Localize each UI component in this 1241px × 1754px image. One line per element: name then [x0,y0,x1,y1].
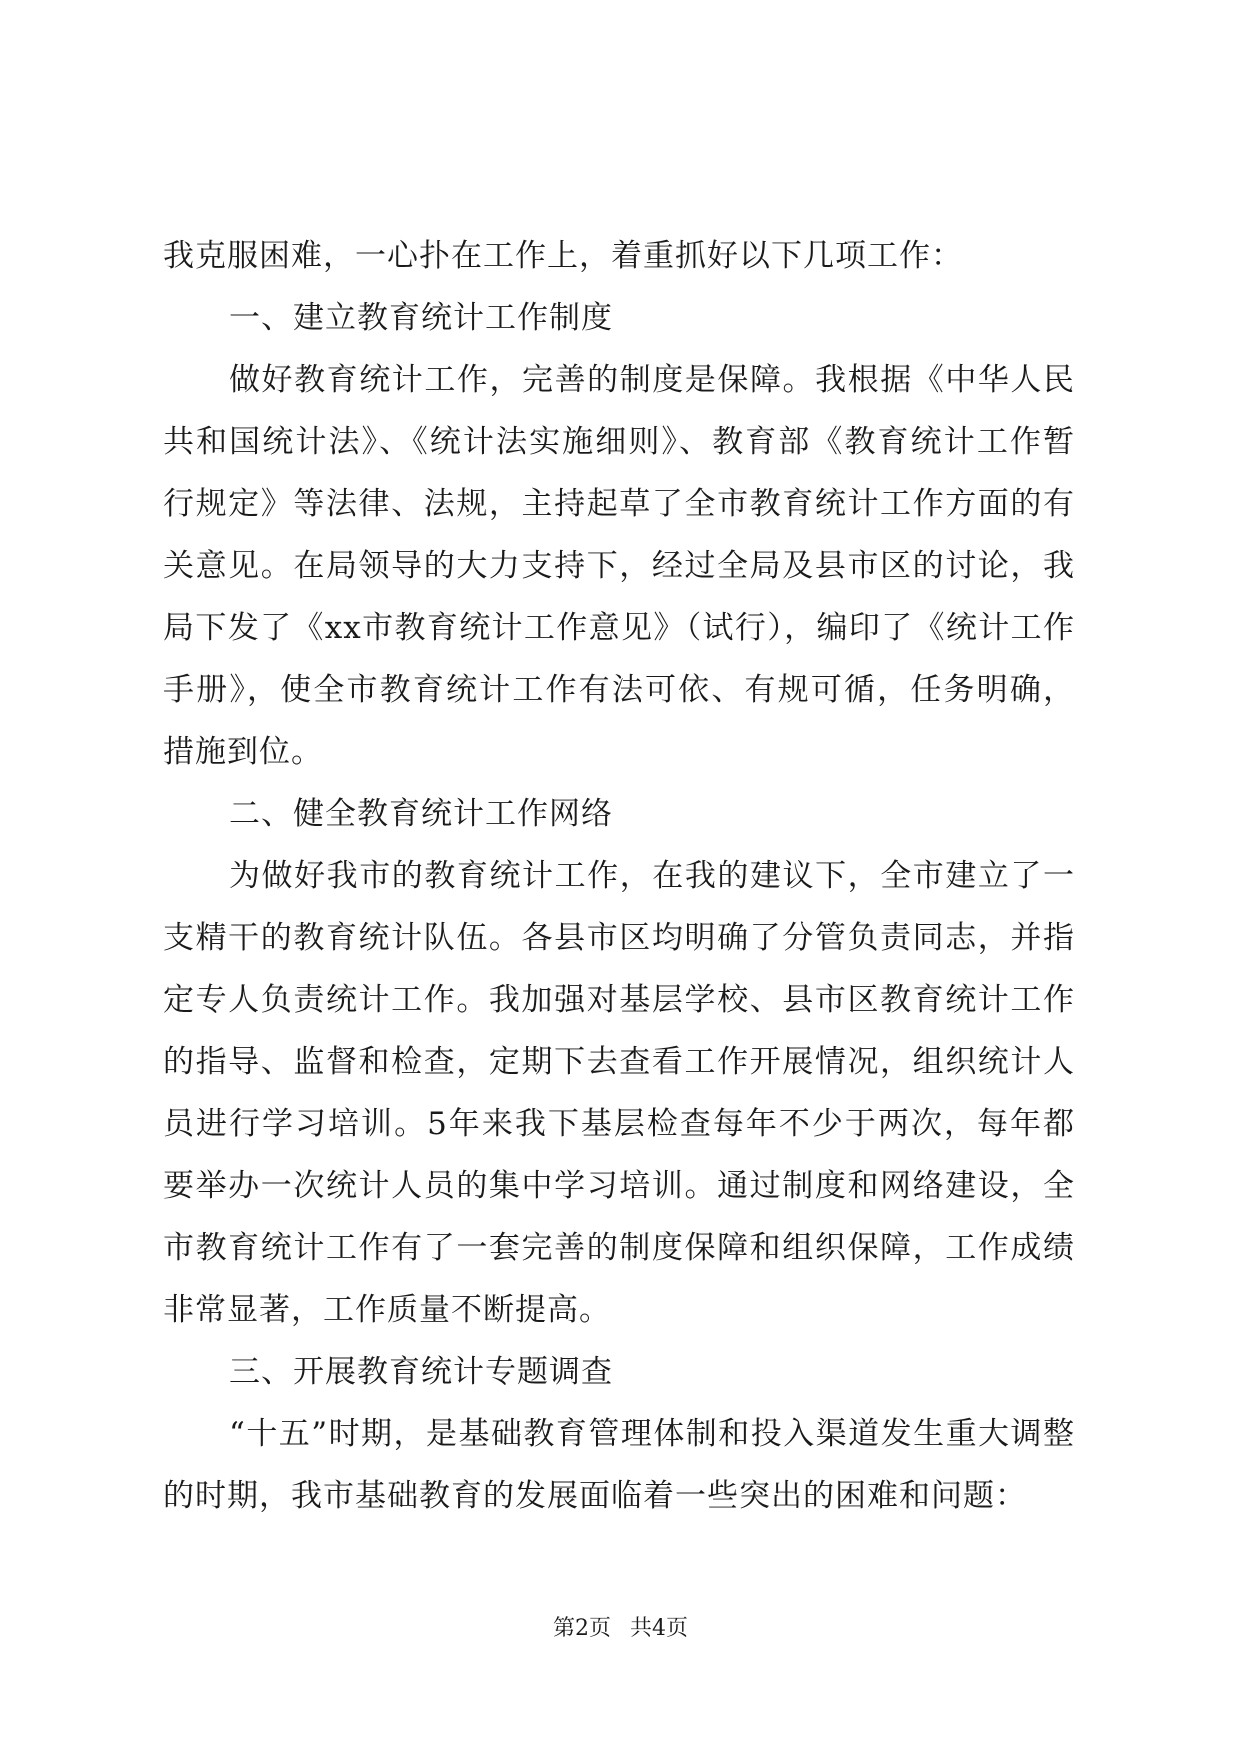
page-total: 共4页 [630,1616,688,1641]
paragraph-intro: 我克服困难，一心扑在工作上，着重抓好以下几项工作： [163,238,963,274]
document-body [163,225,1075,1527]
section-heading-2: 二、健全教育统计工作网络 [229,796,613,832]
paragraph-section-3: “十五”时期，是基础教育管理体制和投入渠道发生重大调整的时期，我市基础教育的发展面临着一些突出的困难和问题： [163,1416,1075,1514]
section-heading-3: 三、开展教育统计专题调查 [229,1354,613,1390]
page-number: 第2页 [553,1616,611,1641]
paragraph-section-1: 做好教育统计工作，完善的制度是保障。我根据《中华人民共和国统计法》、《统计法实施细则》、教育部《教育统计工作暂行规定》等法律、法规，主持起草了全市教育统计工作方面的有关意见。在局领导的大力支持下，经过全局及县市区的讨论，我局下发了《xx市教育统计工作意见》（试行），编印了《统计工作手册》，使全市教育统计工作有法可依、有规可循，任务明确，措施到位。 [163,362,1075,770]
section-heading-1: 一、建立教育统计工作制度 [229,300,613,336]
page-footer [0,1614,1241,1644]
paragraph-section-2: 为做好我市的教育统计工作，在我的建议下，全市建立了一支精干的教育统计队伍。各县市区均明确了分管负责同志，并指定专人负责统计工作。我加强对基层学校、县市区教育统计工作的指导、监督和检查，定期下去查看工作开展情况，组织统计人员进行学习培训。5年来我下基层检查每年不少于两次，每年都要举办一次统计人员的集中学习培训。通过制度和网络建设，全市教育统计工作有了一套完善的制度保障和组织保障，工作成绩非常显著，工作质量不断提高。 [163,858,1075,1328]
